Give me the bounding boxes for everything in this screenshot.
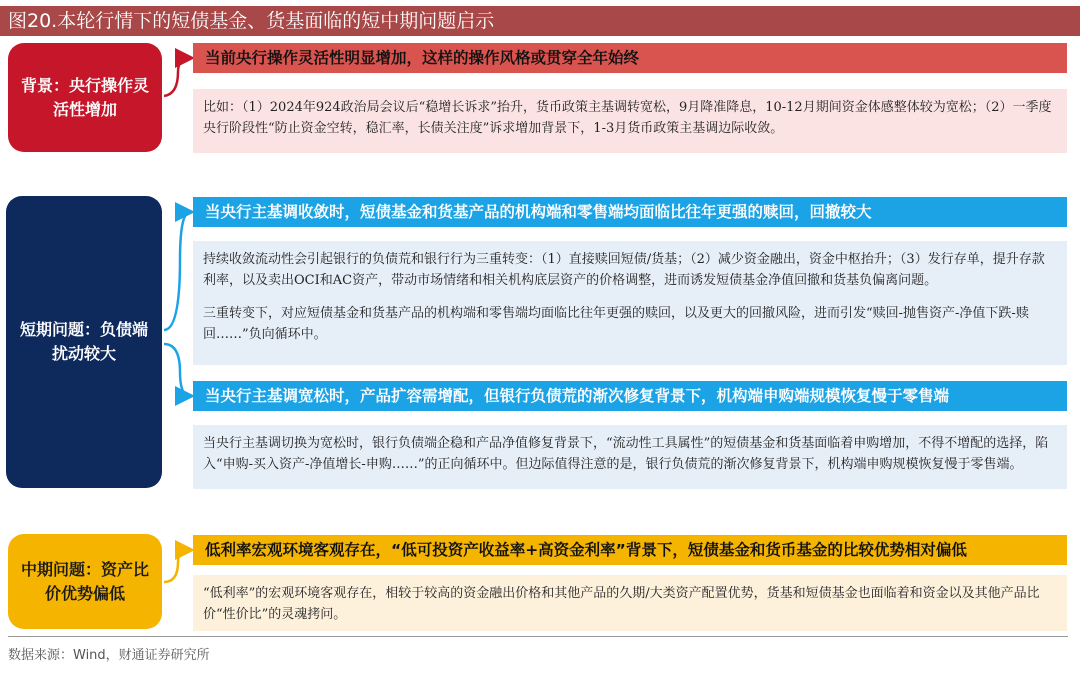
- short-term-label: 短期问题：负债端扰动较大: [6, 196, 162, 488]
- short-term-tighten-body: [193, 241, 1067, 365]
- medium-term-label: 中期问题：资产比价优势偏低: [8, 534, 162, 629]
- short-term-loosen-body: 当央行主基调切换为宽松时，银行负债端企稳和产品净值修复背景下，“流动性工具属性”的短债基金和货基面临着申购增加，不得不增配的选择，陷入“申购-买入资产-净值增长-申购……”的正向循环中。但边际值得注意的是，银行负债荒的渐次修复背景下，机构端申购规模恢复慢于零售端。: [193, 425, 1067, 489]
- arrow-short-term-loosen: [164, 344, 190, 396]
- figure-title: 图20.本轮行情下的短债基金、货基面临的短中期问题启示: [0, 6, 1080, 36]
- medium-term-header: 低利率宏观环境客观存在，“低可投资产收益率+高资金利率”背景下，短债基金和货币基金的比较优势相对偏低: [193, 535, 1067, 565]
- arrow-background: [164, 58, 190, 96]
- arrow-short-term-tighten: [164, 212, 190, 330]
- background-header: 当前央行操作灵活性明显增加，这样的操作风格或贯穿全年始终: [193, 43, 1067, 73]
- background-body: 比如：（1）2024年924政治局会议后“稳增长诉求”抬升，货币政策主基调转宽松，9月降准降息，10-12月期间资金体感整体较为宽松；（2）一季度央行阶段性“防止资金空转，稳汇率，长债关注度”诉求增加背景下，1-3月货币政策主基调边际收敛。: [193, 89, 1067, 153]
- source-note: 数据来源：Wind，财通证券研究所: [8, 648, 210, 663]
- short-term-loosen-header: 当央行主基调宽松时，产品扩容需增配，但银行负债荒的渐次修复背景下，机构端申购端规模恢复慢于零售端: [193, 381, 1067, 411]
- background-label: 背景：央行操作灵活性增加: [8, 43, 162, 152]
- footer-divider: [8, 636, 1068, 637]
- arrow-medium-term: [164, 550, 190, 582]
- short-term-tighten-header: 当央行主基调收敛时，短债基金和货基产品的机构端和零售端均面临比往年更强的赎回，回撤较大: [193, 197, 1067, 227]
- short-term-tighten-paragraph-2: 三重转变下，对应短债基金和货基产品的机构端和零售端均面临比往年更强的赎回，以及更大的回撤风险，进而引发“赎回-抛售资产-净值下跌-赎回……”负向循环中。: [203, 306, 1029, 342]
- short-term-tighten-paragraph-1: 持续收敛流动性会引起银行的负债荒和银行行为三重转变：（1）直接赎回短债/货基；（2）减少资金融出，资金中枢抬升；（3）发行存单，提升存款利率，以及卖出OCI和AC资产，带动市场情绪和相关机构底层资产的价格调整，进而诱发短债基金净值回撤和货基负偏离问题。: [203, 252, 1045, 288]
- medium-term-body: “低利率”的宏观环境客观存在，相较于较高的资金融出价格和其他产品的久期/大类资产配置优势，货基和短债基金也面临着和资金以及其他产品比价“性价比”的灵魂拷问。: [193, 575, 1067, 631]
